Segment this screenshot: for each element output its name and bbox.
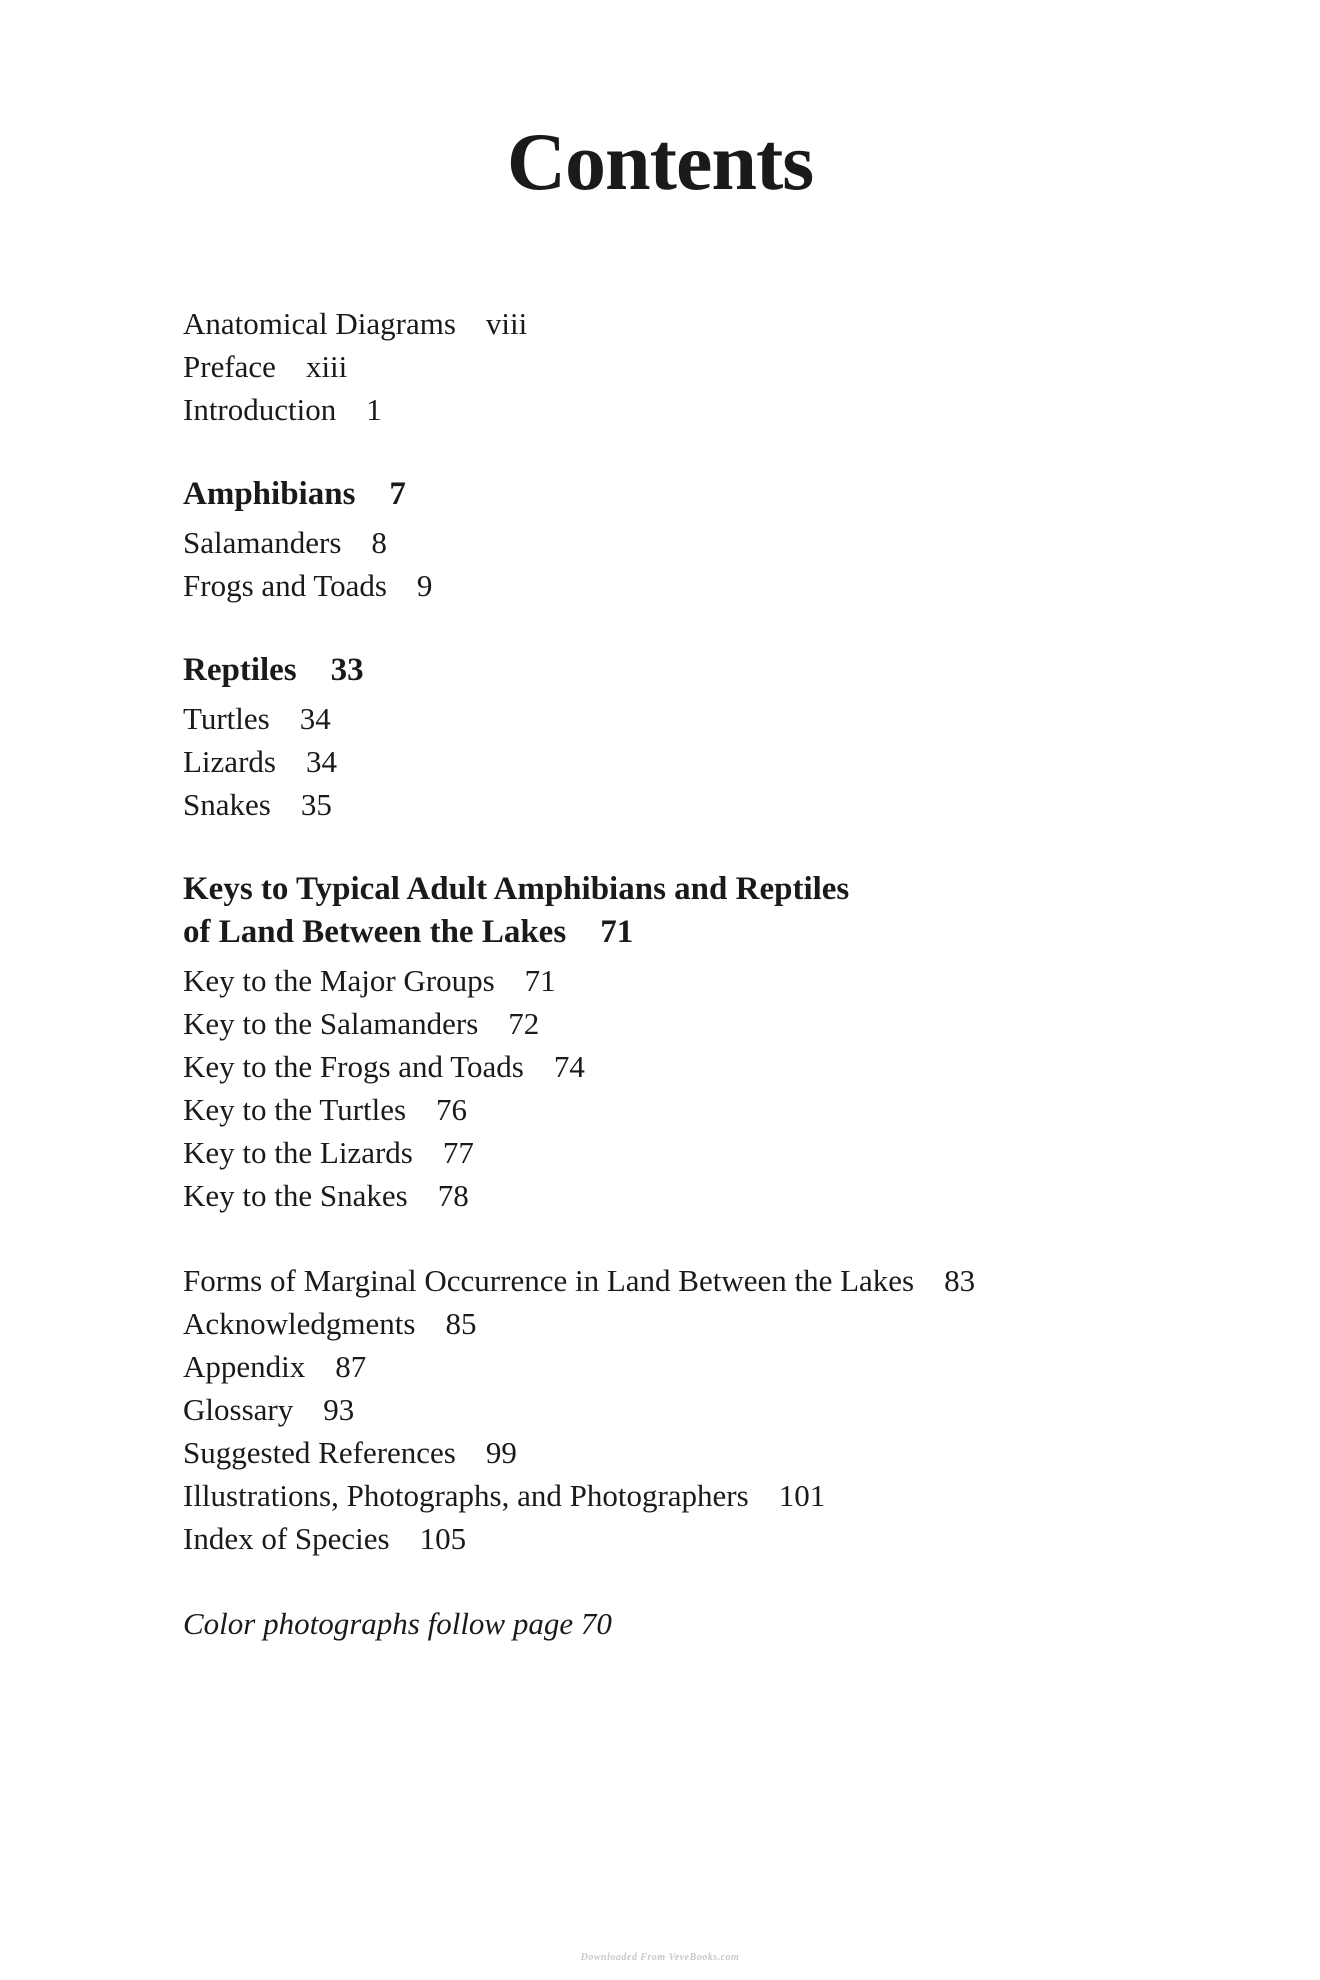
toc-entry-label: Key to the Turtles xyxy=(183,1092,407,1127)
toc-entry[interactable] xyxy=(183,783,1183,826)
toc-entry[interactable] xyxy=(183,959,1183,1002)
table-of-contents xyxy=(183,302,1183,1645)
section-heading-line xyxy=(183,911,1183,954)
toc-entry-label: Snakes xyxy=(183,787,271,822)
toc-entry-label: Preface xyxy=(183,349,276,384)
section-heading-reptiles[interactable] xyxy=(183,649,1183,692)
toc-entry-page: 35 xyxy=(300,787,332,822)
toc-entry-page: 76 xyxy=(436,1092,468,1127)
toc-entry-page: 105 xyxy=(419,1521,467,1556)
toc-entry-page: 78 xyxy=(437,1178,469,1213)
front-matter-list xyxy=(183,302,1183,431)
toc-entry[interactable] xyxy=(183,564,1183,607)
toc-entry[interactable] xyxy=(183,1174,1183,1217)
toc-entry-page: 72 xyxy=(508,1006,540,1041)
toc-entry[interactable] xyxy=(183,1474,1183,1517)
toc-entry-label: Forms of Marginal Occurrence in Land Between the Lakes xyxy=(183,1263,915,1298)
toc-entry[interactable] xyxy=(183,740,1183,783)
toc-entry-label: Appendix xyxy=(183,1349,306,1384)
toc-entry-page: 1 xyxy=(366,392,382,427)
toc-entry[interactable] xyxy=(183,1345,1183,1388)
toc-entry-label: Key to the Major Groups xyxy=(183,963,495,998)
toc-entry-page: 101 xyxy=(778,1478,826,1513)
toc-entry-label: Index of Species xyxy=(183,1521,390,1556)
toc-entry-page: viii xyxy=(485,306,528,341)
toc-entry-label: Frogs and Toads xyxy=(183,568,387,603)
amphibians-list xyxy=(183,521,1183,607)
toc-entry[interactable] xyxy=(183,1517,1183,1560)
back-matter-list xyxy=(183,1259,1183,1560)
toc-entry[interactable] xyxy=(183,1431,1183,1474)
toc-entry-page: 74 xyxy=(553,1049,585,1084)
toc-entry[interactable] xyxy=(183,1259,1183,1302)
toc-entry-label: Key to the Frogs and Toads xyxy=(183,1049,524,1084)
toc-entry[interactable] xyxy=(183,1388,1183,1431)
section-heading-label: of Land Between the Lakes xyxy=(183,914,567,950)
toc-entry-label: Illustrations, Photographs, and Photographers xyxy=(183,1478,749,1513)
toc-entry[interactable] xyxy=(183,1045,1183,1088)
toc-entry-page: 9 xyxy=(416,568,433,603)
toc-entry-page: 87 xyxy=(335,1349,367,1384)
reptiles-list xyxy=(183,697,1183,826)
color-photographs-note: Color photographs follow page 70 xyxy=(183,1606,612,1641)
toc-entry[interactable] xyxy=(183,1131,1183,1174)
section-heading-keys[interactable] xyxy=(183,868,1183,954)
toc-entry-label: Anatomical Diagrams xyxy=(183,306,456,341)
toc-entry-page: xiii xyxy=(305,349,348,384)
toc-entry-page: 34 xyxy=(305,744,337,779)
section-heading-amphibians[interactable] xyxy=(183,473,1183,516)
toc-entry-page: 34 xyxy=(299,701,331,736)
toc-entry[interactable] xyxy=(183,521,1183,564)
section-heading-line: Keys to Typical Adult Amphibians and Reptiles xyxy=(183,871,850,907)
toc-entry-label: Turtles xyxy=(183,701,270,736)
toc-entry[interactable] xyxy=(183,1302,1183,1345)
toc-entry-page: 71 xyxy=(524,963,556,998)
toc-entry-page: 99 xyxy=(485,1435,517,1470)
toc-entry-label: Introduction xyxy=(183,392,337,427)
toc-entry-label: Key to the Salamanders xyxy=(183,1006,479,1041)
toc-entry-label: Key to the Lizards xyxy=(183,1135,413,1170)
toc-entry-label: Suggested References xyxy=(183,1435,456,1470)
toc-entry[interactable] xyxy=(183,302,1183,345)
toc-entry-label: Acknowledgments xyxy=(183,1306,416,1341)
toc-entry-page: 8 xyxy=(371,525,387,560)
section-heading-label: Amphibians xyxy=(183,476,356,512)
section-heading-page: 33 xyxy=(330,652,364,688)
section-heading-page: 71 xyxy=(600,914,634,950)
toc-entry[interactable] xyxy=(183,1088,1183,1131)
toc-entry-label: Salamanders xyxy=(183,525,342,560)
download-watermark: Downloaded From VeveBooks.com xyxy=(580,1952,740,1963)
toc-entry-page: 83 xyxy=(944,1263,976,1298)
section-heading-page: 7 xyxy=(389,476,406,512)
toc-entry-label: Glossary xyxy=(183,1392,294,1427)
toc-entry-page: 77 xyxy=(442,1135,474,1170)
toc-entry[interactable] xyxy=(183,1002,1183,1045)
page-title: Contents xyxy=(506,116,814,207)
toc-entry[interactable] xyxy=(183,388,1183,431)
toc-entry[interactable] xyxy=(183,345,1183,388)
keys-list xyxy=(183,959,1183,1217)
toc-entry-page: 93 xyxy=(323,1392,355,1427)
toc-entry-label: Key to the Snakes xyxy=(183,1178,408,1213)
toc-entry-label: Lizards xyxy=(183,744,276,779)
toc-entry[interactable] xyxy=(183,697,1183,740)
section-heading-label: Reptiles xyxy=(183,652,297,688)
toc-entry-page: 85 xyxy=(445,1306,477,1341)
